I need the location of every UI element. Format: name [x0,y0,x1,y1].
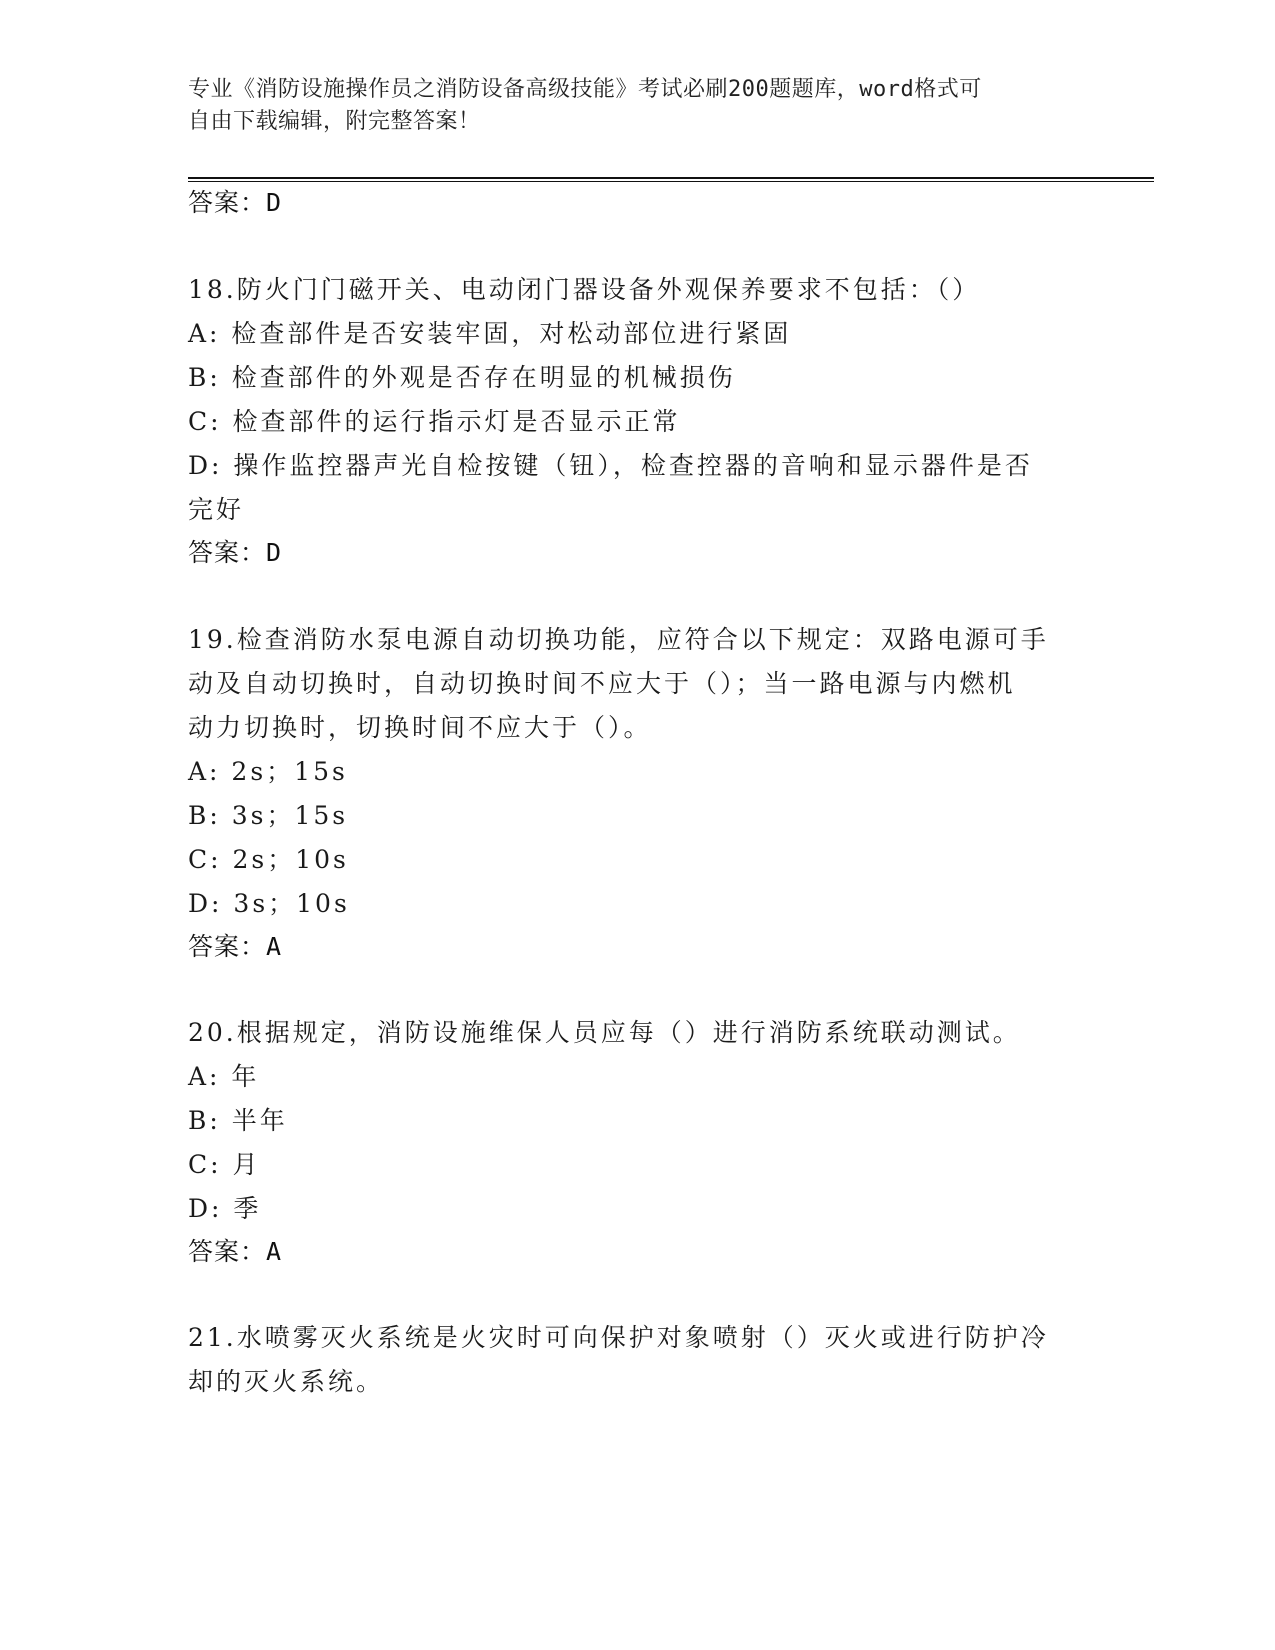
question-19-text-2: 动及自动切换时，自动切换时间不应大于（）；当一路电源与内燃机 [188,669,1016,698]
answer-18: 答案：D [188,538,283,567]
header-divider [188,177,1154,182]
header-line-1: 专业《消防设施操作员之消防设备高级技能》考试必刷200题题库，word格式可 [188,77,982,102]
question-21-text-2: 却的灭火系统。 [188,1367,385,1396]
question-20-option-c: C: 月 [188,1150,261,1179]
document-header [188,74,1068,138]
question-20-option-a: A: 年 [188,1062,260,1091]
question-20-option-b: B: 半年 [188,1106,288,1135]
answer-20: 答案：A [188,1237,283,1266]
question-21-text-1: 21.水喷雾灭火系统是火灾时可向保护对象喷射（）灭火或进行防护冷 [188,1323,1049,1352]
question-20-option-d: D: 季 [188,1194,262,1223]
answer-17: 答案：D [188,188,283,217]
question-19-option-a: A: 2s；15s [188,757,348,786]
question-19-text-1: 19.检查消防水泵电源自动切换功能，应符合以下规定：双路电源可手 [188,625,1049,654]
header-line-2: 自由下载编辑，附完整答案！ [188,109,481,134]
question-19-text-3: 动力切换时，切换时间不应大于（）。 [188,713,652,742]
question-20-text: 20.根据规定，消防设施维保人员应每（）进行消防系统联动测试。 [188,1018,1021,1047]
question-19-option-b: B: 3s；15s [188,801,349,830]
question-19-option-d: D: 3s；10s [188,889,350,918]
question-18-option-d: D: 操作监控器声光自检按键（钮），检查控器的音响和显示器件是否 [188,451,1033,480]
question-18-option-a: A: 检查部件是否安装牢固，对松动部位进行紧固 [188,319,792,348]
question-18-option-c: C: 检查部件的运行指示灯是否显示正常 [188,407,681,436]
question-18-option-d-cont: 完好 [188,495,245,524]
question-19-option-c: C: 2s；10s [188,845,349,874]
question-18-option-b: B: 检查部件的外观是否存在明显的机械损伤 [188,363,736,392]
question-18-text: 18.防火门门磁开关、电动闭门器设备外观保养要求不包括：（） [188,275,981,304]
answer-19: 答案：A [188,932,283,961]
